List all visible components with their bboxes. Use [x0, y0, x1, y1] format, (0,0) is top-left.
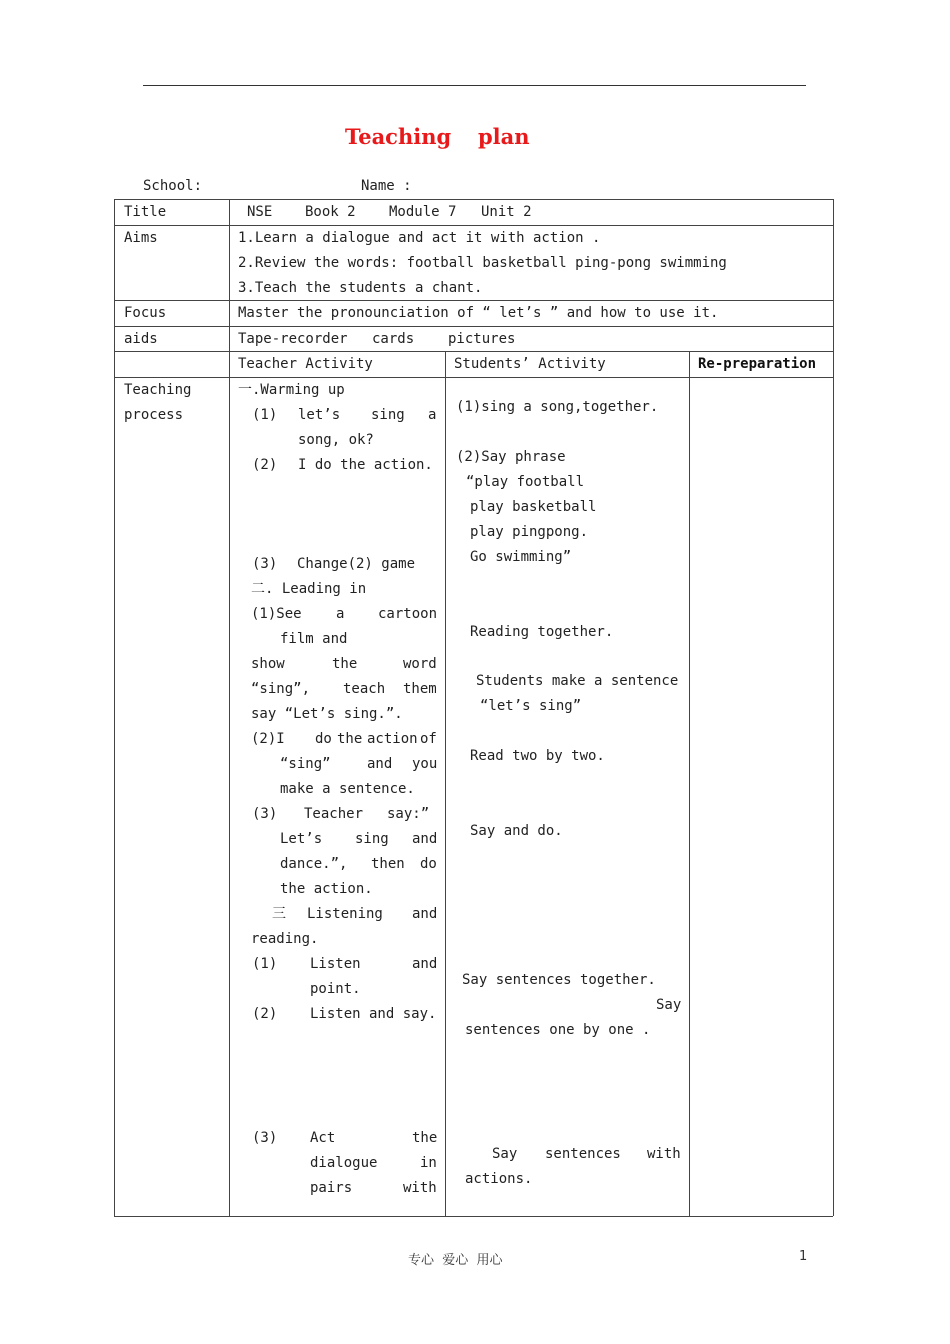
word: you	[412, 756, 438, 772]
teacher-activity-header: Teacher Activity	[238, 356, 373, 372]
word: Let’s	[280, 831, 323, 847]
item-number: (3)	[252, 1130, 278, 1146]
student-activity: Say sentences together.	[462, 972, 656, 988]
school-label: School:	[143, 178, 203, 194]
page-title-word-2: plan	[478, 124, 530, 149]
word: dance.”,	[280, 856, 348, 872]
line: film and	[280, 631, 348, 647]
student-activity: sentences one by one .	[465, 1022, 651, 1038]
student-activity: “play football	[466, 474, 585, 490]
item-number: (2)	[252, 457, 278, 473]
line: Change(2) game	[297, 556, 416, 572]
header-rule	[143, 85, 806, 86]
line: the action.	[280, 881, 373, 897]
word: show	[251, 656, 285, 672]
word: a	[336, 606, 345, 622]
word: Act	[310, 1130, 336, 1146]
word: a	[428, 407, 437, 423]
student-activity: sentences	[545, 1146, 621, 1162]
student-activity: (1)sing a song,together.	[456, 399, 659, 415]
student-activity: Say	[656, 997, 682, 1013]
word: sing	[371, 407, 405, 423]
item-number: (1)	[252, 956, 278, 972]
word: dialogue	[310, 1155, 378, 1171]
footer-motto: 专心 爱心 用心	[408, 1253, 503, 1268]
re-preparation-header: Re-preparation	[698, 356, 817, 372]
student-activity: play pingpong.	[470, 524, 589, 540]
aids-label: aids	[124, 331, 158, 347]
word: and	[367, 756, 393, 772]
word: in	[420, 1155, 437, 1171]
aid-item: cards	[372, 331, 415, 347]
title-label: Title	[124, 204, 167, 220]
section-heading: reading.	[251, 931, 319, 947]
line: say “Let’s sing.”.	[251, 706, 403, 722]
line: point.	[310, 981, 361, 997]
word: the	[412, 1130, 438, 1146]
word: Listen	[310, 956, 361, 972]
section-heading: and	[412, 906, 438, 922]
word: (1)See	[251, 606, 302, 622]
item-number: (3)	[252, 806, 278, 822]
word: cartoon	[378, 606, 438, 622]
section-heading: Listening	[307, 906, 383, 922]
item-number: (1)	[252, 407, 278, 423]
word: do	[315, 731, 332, 747]
word: sing	[355, 831, 389, 847]
student-activity: Go swimming”	[470, 549, 572, 565]
students-activity-header: Students’ Activity	[454, 356, 606, 372]
page-title-word-1: Teaching	[345, 124, 452, 149]
student-activity: Students make a sentence	[476, 673, 679, 689]
word: (2)I	[251, 731, 285, 747]
student-activity: play basketball	[470, 499, 597, 515]
word: and	[412, 956, 438, 972]
title-book: Book 2	[305, 204, 356, 220]
word: with	[403, 1180, 437, 1196]
process-label: process	[124, 407, 184, 423]
title-module: Module 7	[389, 204, 457, 220]
word: action	[367, 731, 418, 747]
word: and	[412, 831, 438, 847]
section-heading: 一.Warming up	[238, 382, 345, 398]
word: “sing”	[280, 756, 331, 772]
focus-text: Master the pronounciation of “ let’s ” and how to use it.	[238, 305, 719, 321]
section-heading: 二. Leading in	[251, 581, 367, 597]
word: the	[337, 731, 363, 747]
line: I do the action.	[298, 457, 433, 473]
word: do	[420, 856, 437, 872]
aim-item: 2.Review the words: football basketball ping-pong swimming	[238, 255, 727, 271]
word: of	[420, 731, 437, 747]
student-activity: with	[647, 1146, 681, 1162]
page-number: 1	[799, 1249, 808, 1264]
word: then	[371, 856, 405, 872]
title-series: NSE	[247, 204, 273, 220]
student-activity: actions.	[465, 1171, 533, 1187]
process-label: Teaching	[124, 382, 192, 398]
aim-item: 1.Learn a dialogue and act it with action .	[238, 230, 601, 246]
title-unit: Unit 2	[481, 204, 532, 220]
aid-item: pictures	[448, 331, 516, 347]
name-label: Name :	[361, 178, 412, 194]
item-number: (3)	[252, 556, 278, 572]
student-activity: (2)Say phrase	[456, 449, 566, 465]
student-activity: “let’s sing”	[480, 698, 582, 714]
word: teach	[343, 681, 386, 697]
word: them	[403, 681, 437, 697]
item-number: (2)	[252, 1006, 278, 1022]
line: make a sentence.	[280, 781, 415, 797]
section-heading: 三	[272, 906, 286, 922]
word: let’s	[298, 407, 341, 423]
word: Teacher	[304, 806, 364, 822]
word: “sing”,	[251, 681, 311, 697]
line: Listen and say.	[310, 1006, 437, 1022]
word: pairs	[310, 1180, 353, 1196]
line: song, ok?	[298, 432, 374, 448]
student-activity: Say	[492, 1146, 518, 1162]
aid-item: Tape-recorder	[238, 331, 348, 347]
student-activity: Read two by two.	[470, 748, 605, 764]
aims-label: Aims	[124, 230, 158, 246]
word: say:”	[387, 806, 430, 822]
student-activity: Reading together.	[470, 624, 614, 640]
word: the	[332, 656, 358, 672]
aim-item: 3.Teach the students a chant.	[238, 280, 483, 296]
focus-label: Focus	[124, 305, 167, 321]
student-activity: Say and do.	[470, 823, 563, 839]
word: word	[403, 656, 437, 672]
